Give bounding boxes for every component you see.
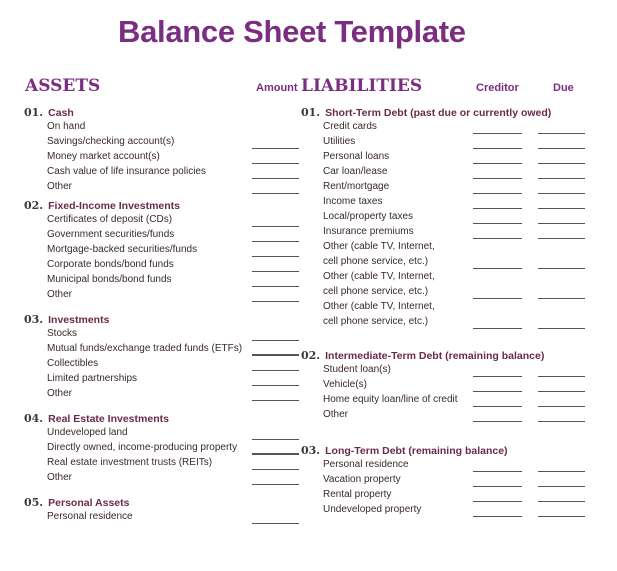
due-blank-line[interactable] bbox=[538, 148, 585, 149]
liabilities-item: Undeveloped property bbox=[323, 504, 422, 515]
liabilities-item: cell phone service, etc.) bbox=[323, 256, 429, 267]
liabilities-item: Rental property bbox=[323, 489, 392, 500]
liabilities-item: Car loan/lease bbox=[323, 166, 388, 177]
liabilities-item: Insurance premiums bbox=[323, 226, 414, 237]
liabilities-heading: LIABILITIES bbox=[301, 76, 423, 96]
section-number: 02. bbox=[301, 349, 321, 362]
assets-item: On hand bbox=[47, 121, 86, 132]
assets-item: Directly owned, income-producing property bbox=[47, 442, 238, 453]
section-label: Personal Assets bbox=[48, 497, 130, 509]
creditor-blank-line[interactable] bbox=[473, 148, 522, 149]
due-blank-line[interactable] bbox=[538, 298, 585, 299]
amount-blank-line[interactable] bbox=[252, 148, 299, 149]
assets-item: Other bbox=[47, 289, 73, 300]
assets-section-1-heading bbox=[24, 106, 74, 119]
creditor-blank-line[interactable] bbox=[473, 178, 522, 179]
creditor-blank-line[interactable] bbox=[473, 516, 522, 517]
creditor-blank-line[interactable] bbox=[473, 163, 522, 164]
amount-blank-line[interactable] bbox=[252, 484, 299, 485]
assets-item: Other bbox=[47, 181, 73, 192]
due-blank-line[interactable] bbox=[538, 163, 585, 164]
creditor-blank-line[interactable] bbox=[473, 208, 522, 209]
due-blank-line[interactable] bbox=[538, 238, 585, 239]
creditor-blank-line[interactable] bbox=[473, 223, 522, 224]
creditor-blank-line[interactable] bbox=[473, 391, 522, 392]
assets-section-3-heading bbox=[24, 313, 109, 326]
due-blank-line[interactable] bbox=[538, 406, 585, 407]
creditor-blank-line[interactable] bbox=[473, 471, 522, 472]
section-number: 05. bbox=[24, 496, 44, 509]
liabilities-item: cell phone service, etc.) bbox=[323, 286, 429, 297]
section-number: 01. bbox=[24, 106, 44, 119]
creditor-blank-line[interactable] bbox=[473, 298, 522, 299]
assets-item: Collectibles bbox=[47, 358, 99, 369]
liabilities-section-3-heading bbox=[301, 444, 508, 457]
assets-section-5-heading bbox=[24, 496, 129, 509]
assets-item: Other bbox=[47, 388, 73, 399]
due-blank-line[interactable] bbox=[538, 501, 585, 502]
amount-blank-line[interactable] bbox=[252, 523, 299, 524]
assets-section-4-heading bbox=[24, 412, 169, 425]
liabilities-item: Local/property taxes bbox=[323, 211, 414, 222]
liabilities-item: Vehicle(s) bbox=[323, 379, 367, 390]
due-blank-line[interactable] bbox=[538, 328, 585, 329]
creditor-blank-line[interactable] bbox=[473, 421, 522, 422]
due-blank-line[interactable] bbox=[538, 223, 585, 224]
amount-column-header: Amount bbox=[256, 82, 298, 94]
amount-blank-line[interactable] bbox=[252, 370, 299, 371]
liabilities-section-2-heading bbox=[301, 349, 544, 362]
creditor-blank-line[interactable] bbox=[473, 486, 522, 487]
due-blank-line[interactable] bbox=[538, 376, 585, 377]
section-label: Real Estate Investments bbox=[48, 413, 169, 425]
liabilities-item: Utilities bbox=[323, 136, 356, 147]
liabilities-item: Other (cable TV, Internet, bbox=[323, 271, 435, 282]
section-label: Intermediate-Term Debt (remaining balance) bbox=[325, 350, 545, 362]
assets-item: Municipal bonds/bond funds bbox=[47, 274, 172, 285]
amount-blank-line[interactable] bbox=[252, 301, 299, 302]
liabilities-item: Income taxes bbox=[323, 196, 383, 207]
assets-item: Money market account(s) bbox=[47, 151, 160, 162]
amount-blank-line[interactable] bbox=[252, 454, 299, 455]
liabilities-item: Home equity loan/line of credit bbox=[323, 394, 458, 405]
amount-blank-line[interactable] bbox=[252, 271, 299, 272]
due-blank-line[interactable] bbox=[538, 178, 585, 179]
amount-blank-line[interactable] bbox=[252, 355, 299, 356]
assets-item: Cash value of life insurance policies bbox=[47, 166, 206, 177]
amount-blank-line[interactable] bbox=[252, 241, 299, 242]
section-number: 01. bbox=[301, 106, 321, 119]
amount-blank-line[interactable] bbox=[252, 193, 299, 194]
section-number: 02. bbox=[24, 199, 44, 212]
page-title: Balance Sheet Template bbox=[118, 14, 466, 49]
assets-item: Limited partnerships bbox=[47, 373, 138, 384]
section-label: Fixed-Income Investments bbox=[48, 200, 181, 212]
due-blank-line[interactable] bbox=[538, 486, 585, 487]
creditor-blank-line[interactable] bbox=[473, 501, 522, 502]
liabilities-section-1-heading bbox=[301, 106, 551, 119]
assets-item: Mortgage-backed securities/funds bbox=[47, 244, 198, 255]
liabilities-item: Personal loans bbox=[323, 151, 390, 162]
assets-item: Certificates of deposit (CDs) bbox=[47, 214, 173, 225]
creditor-blank-line[interactable] bbox=[473, 376, 522, 377]
assets-item: Stocks bbox=[47, 328, 78, 339]
creditor-blank-line[interactable] bbox=[473, 406, 522, 407]
amount-blank-line[interactable] bbox=[252, 469, 299, 470]
due-column-header: Due bbox=[553, 82, 574, 94]
amount-blank-line[interactable] bbox=[252, 385, 299, 386]
due-blank-line[interactable] bbox=[538, 208, 585, 209]
section-label: Short-Term Debt (past due or currently owed) bbox=[325, 107, 552, 119]
assets-item: Corporate bonds/bond funds bbox=[47, 259, 174, 270]
due-blank-line[interactable] bbox=[538, 516, 585, 517]
amount-blank-line[interactable] bbox=[252, 354, 299, 355]
amount-blank-line[interactable] bbox=[252, 163, 299, 164]
creditor-blank-line[interactable] bbox=[473, 133, 522, 134]
liabilities-item: cell phone service, etc.) bbox=[323, 316, 429, 327]
assets-item: Savings/checking account(s) bbox=[47, 136, 175, 147]
assets-item: Mutual funds/exchange traded funds (ETFs) bbox=[47, 343, 243, 354]
liabilities-item: Other bbox=[323, 409, 349, 420]
assets-item: Real estate investment trusts (REITs) bbox=[47, 457, 213, 468]
creditor-blank-line[interactable] bbox=[473, 268, 522, 269]
creditor-column-header: Creditor bbox=[476, 82, 519, 94]
amount-blank-line[interactable] bbox=[252, 178, 299, 179]
amount-blank-line[interactable] bbox=[252, 226, 299, 227]
due-blank-line[interactable] bbox=[538, 268, 585, 269]
section-number: 04. bbox=[24, 412, 44, 425]
liabilities-item: Rent/mortgage bbox=[323, 181, 390, 192]
due-blank-line[interactable] bbox=[538, 471, 585, 472]
assets-heading: ASSETS bbox=[25, 76, 101, 96]
assets-item: Other bbox=[47, 472, 73, 483]
section-number: 03. bbox=[24, 313, 44, 326]
due-blank-line[interactable] bbox=[538, 421, 585, 422]
section-number: 03. bbox=[301, 444, 321, 457]
liabilities-item: Credit cards bbox=[323, 121, 377, 132]
due-blank-line[interactable] bbox=[538, 133, 585, 134]
assets-item: Undeveloped land bbox=[47, 427, 128, 438]
amount-blank-line[interactable] bbox=[252, 453, 299, 454]
liabilities-item: Other (cable TV, Internet, bbox=[323, 301, 435, 312]
assets-item: Government securities/funds bbox=[47, 229, 175, 240]
section-label: Long-Term Debt (remaining balance) bbox=[325, 445, 508, 457]
liabilities-item: Other (cable TV, Internet, bbox=[323, 241, 435, 252]
liabilities-item: Personal residence bbox=[323, 459, 409, 470]
liabilities-item: Vacation property bbox=[323, 474, 401, 485]
amount-blank-line[interactable] bbox=[252, 340, 299, 341]
creditor-blank-line[interactable] bbox=[473, 193, 522, 194]
due-blank-line[interactable] bbox=[538, 193, 585, 194]
amount-blank-line[interactable] bbox=[252, 439, 299, 440]
amount-blank-line[interactable] bbox=[252, 286, 299, 287]
liabilities-item: Student loan(s) bbox=[323, 364, 391, 375]
amount-blank-line[interactable] bbox=[252, 400, 299, 401]
due-blank-line[interactable] bbox=[538, 391, 585, 392]
assets-section-2-heading bbox=[24, 199, 180, 212]
section-label: Cash bbox=[48, 107, 74, 119]
creditor-blank-line[interactable] bbox=[473, 238, 522, 239]
section-label: Investments bbox=[48, 314, 110, 326]
creditor-blank-line[interactable] bbox=[473, 328, 522, 329]
amount-blank-line[interactable] bbox=[252, 256, 299, 257]
assets-item: Personal residence bbox=[47, 511, 133, 522]
